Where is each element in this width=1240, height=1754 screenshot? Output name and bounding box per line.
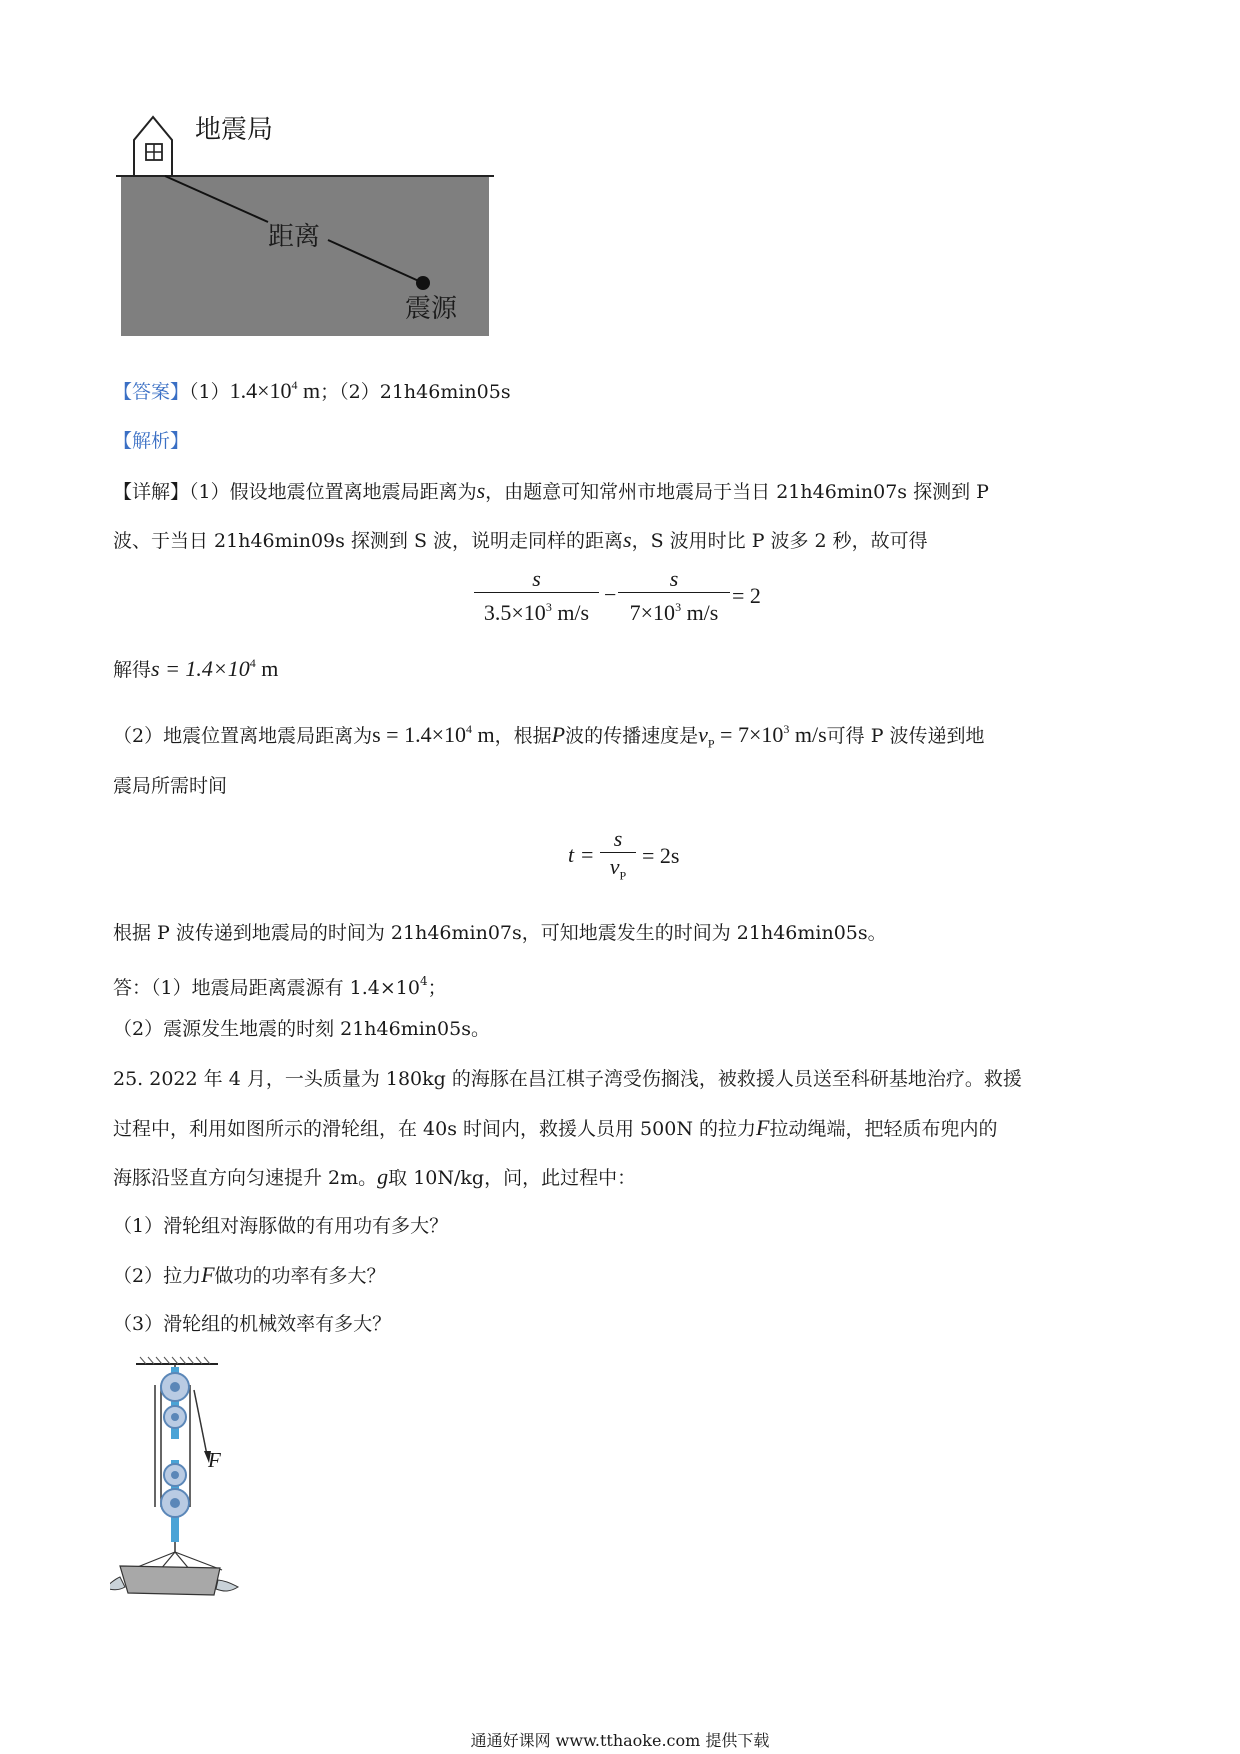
equation-1-fraction-2: s $7\times 10^3$ m/s — [618, 566, 730, 627]
page-footer: 通通好课网 www.tthaoke.com 提供下载 — [470, 1731, 770, 1750]
q25-line-3: 海豚沿竖直方向匀速提升 2m。g取 10N/kg，问，此过程中： — [113, 1164, 637, 1189]
detail-line-1: 【详解】（1）假设地震位置离地震局距离为s，由题意可知常州市地震局于当日 21h46min07s 探测到 P — [113, 478, 989, 503]
answer-tag: 【答案】 — [113, 381, 190, 403]
q25-line-1: 25. 2022 年 4 月，一头质量为 180kg 的海豚在昌江棋子湾受伤搁浅，被救援人员送至科研基地治疗。救援 — [113, 1068, 1022, 1090]
q25-sub-1: （1）滑轮组对海豚做的有用功有多大？ — [113, 1215, 449, 1237]
detail-line-2: 波、于当日 21h46min09s 探测到 S 波，说明走同样的距离s，S 波用时比 P 波多 2 秒，故可得 — [113, 527, 928, 552]
equation-1-fraction-1: s $3.5\times 10^3$ m/s — [474, 566, 599, 627]
q25-sub-2: （2）拉力F做功的功率有多大？ — [113, 1262, 386, 1287]
answer-value: $1.4\times 10^4$ m — [229, 378, 321, 403]
equation-1-rhs: = 2 — [732, 583, 761, 608]
lower-pulley-block — [161, 1460, 189, 1542]
part2-line-2: 震局所需时间 — [113, 775, 228, 797]
equation-2-rhs: = 2s — [642, 843, 680, 868]
q25-line-2: 过程中，利用如图所示的滑轮组，在 40s 时间内，救援人员用 500N 的拉力F拉动绳端，把轻质布兜内的 — [113, 1115, 998, 1140]
label-seismic-bureau: 地震局 — [195, 115, 274, 145]
bureau-building — [134, 117, 172, 176]
upper-pulley-block — [161, 1367, 189, 1439]
label-distance: 距离 — [268, 222, 321, 252]
detail-tag: 【详解】 — [113, 481, 190, 503]
conclusion-line: 根据 P 波传递到地震局的时间为 21h46min07s，可知地震发生的时间为 21h46min05s。 — [113, 922, 887, 944]
equation-1-minus: − — [604, 582, 617, 607]
final-answer-line-1: 答：（1）地震局距离震源有 $1.4\times 10^4$； — [113, 974, 447, 999]
analysis-tag: 【解析】 — [113, 430, 190, 452]
equation-2-lhs: t = — [568, 842, 595, 867]
q25-sub-3: （3）滑轮组的机械效率有多大？ — [113, 1313, 392, 1335]
force-label: F — [208, 1448, 221, 1472]
solve-line: 解得$s = 1.4\times 10^4$ m — [113, 656, 279, 681]
pulley-diagram — [110, 1355, 270, 1610]
final-answer-line-2: （2）震源发生地震的时刻 21h46min05s。 — [113, 1018, 490, 1040]
equation-2-fraction: s $v_P$ — [600, 826, 636, 889]
part2-line-1: （2）地震位置离地震局距离为$s = 1.4\times 10^4$ m，根据P波的传播速度是$v_P = 7\times 10^3$ m/s可得 P 波传递到地 — [113, 722, 985, 751]
answer-line: 【答案】$(1)1.4\times 10^4$ m；（2）21h46min05s — [113, 378, 511, 403]
label-epicenter: 震源 — [405, 294, 458, 324]
dolphin-sling — [110, 1566, 238, 1595]
